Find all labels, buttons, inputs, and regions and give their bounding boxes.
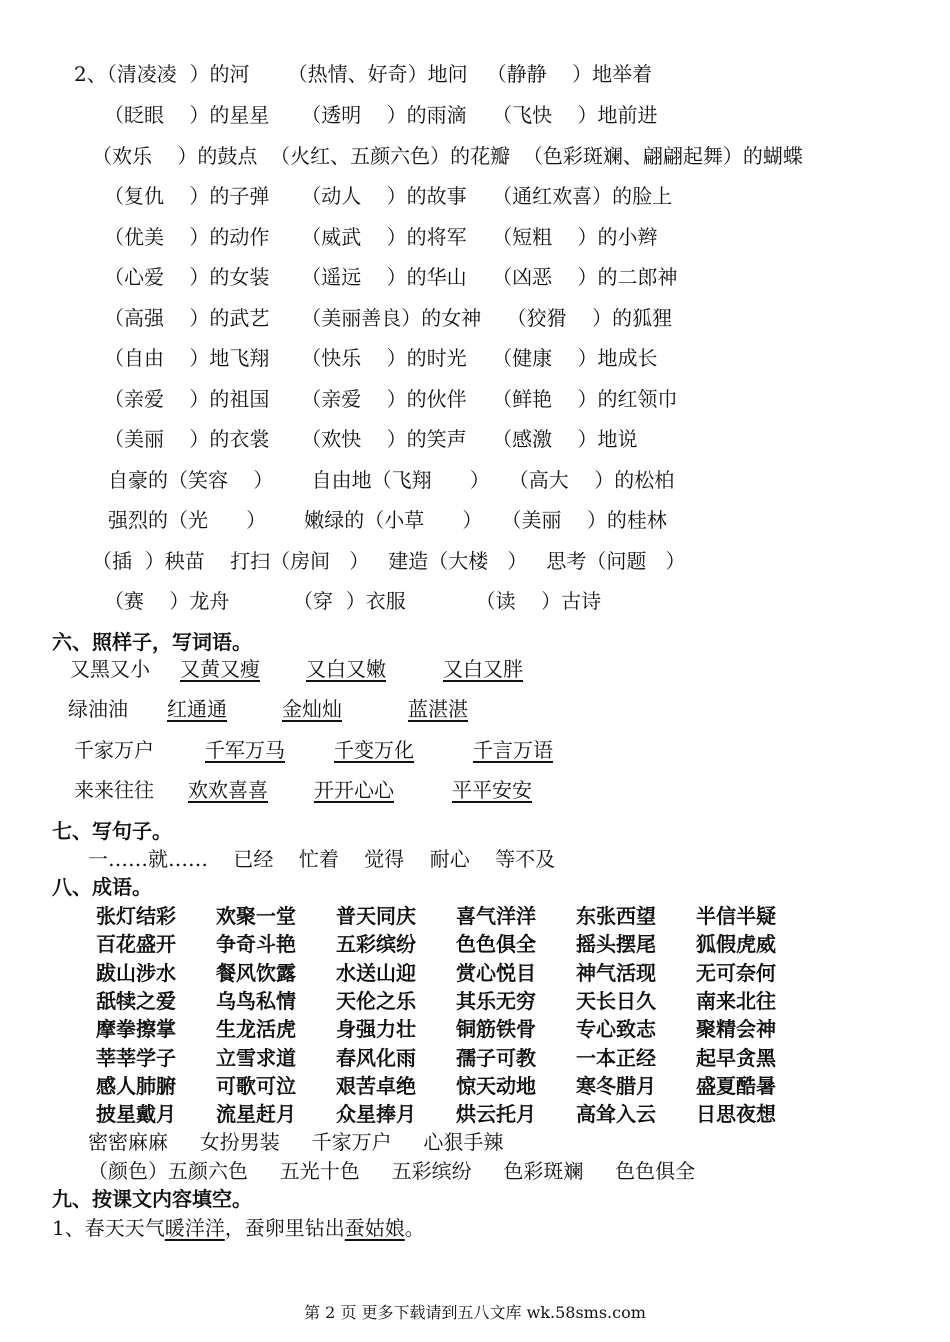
idiom-item: 乌鸟私情 [216, 988, 296, 1013]
section-7-heading: 七、写句子。 [52, 819, 172, 843]
phrase-line-5: （优美 ）的动作 （威武 ）的将军 （短粗 ）的小辫 [104, 225, 658, 249]
sentence-words: 一……就…… 已经 忙着 觉得 耐心 等不及 [88, 847, 556, 871]
idiom-extra-line-1: 密密麻麻 女扮男装 千家万户 心狠手辣 [88, 1130, 504, 1154]
example-word: 千家万户 [74, 738, 154, 762]
idiom-item: 艰苦卓绝 [336, 1073, 416, 1098]
idiom-item: 水送山迎 [336, 960, 416, 985]
idiom-item: 欢聚一堂 [216, 904, 296, 928]
idiom-item: 张灯结彩 [96, 904, 176, 928]
idiom-item: 可歌可泣 [216, 1073, 296, 1098]
idiom-item: 春风化雨 [336, 1045, 416, 1070]
idiom-item: 孺子可教 [456, 1045, 536, 1070]
idiom-item: 舐犊之爱 [96, 988, 176, 1013]
phrase-line-7: （高强 ）的武艺 （美丽善良）的女神 （狡猾 ）的狐狸 [104, 306, 673, 330]
idiom-item: 争奇斗艳 [216, 932, 296, 957]
idiom-item: 南来北往 [696, 988, 776, 1013]
answer-word: 平平安安 [452, 778, 532, 802]
question-text: 1、春天天气 [52, 1216, 165, 1240]
phrase-line-8: （自由 ）地飞翔 （快乐 ）的时光 （健康 ）地成长 [104, 346, 658, 370]
idiom-item: 披星戴月 [96, 1102, 176, 1127]
section-8-heading: 八、成语。 [52, 875, 152, 899]
idiom-item: 寒冬腊月 [576, 1073, 656, 1098]
idiom-item: 天伦之乐 [336, 988, 416, 1013]
section-9-heading: 九、按课文内容填空。 [52, 1187, 252, 1211]
idiom-item: 半信半疑 [696, 904, 776, 928]
phrase-line-13: （插 ）秧苗 打扫（房间 ） 建造（大楼 ） 思考（问题 ） [92, 549, 686, 573]
idiom-item: 其乐无穷 [456, 988, 536, 1013]
idiom-item: 莘莘学子 [96, 1045, 176, 1070]
idiom-item: 跋山涉水 [96, 960, 176, 985]
idiom-item: 东张西望 [576, 904, 656, 928]
idiom-item: 无可奈何 [696, 960, 776, 985]
idiom-item: 餐风饮露 [216, 960, 296, 985]
phrase-line-14: （赛 ）龙舟 （穿 ）衣服 （读 ）古诗 [104, 589, 602, 613]
idiom-item: 流星赶月 [216, 1102, 296, 1127]
idiom-item: 摩拳擦掌 [96, 1017, 176, 1042]
filled-blank: 蚕姑娘 [344, 1216, 405, 1240]
idiom-item: 普天同庆 [336, 904, 416, 928]
idiom-item: 摇头摆尾 [576, 932, 656, 957]
answer-word: 又黄又瘦 [180, 657, 260, 681]
idiom-item: 铜筋铁骨 [456, 1017, 536, 1042]
idiom-item: 天长日久 [576, 988, 656, 1013]
example-word: 来来往往 [74, 778, 154, 802]
example-word: 又黑又小 [70, 657, 150, 681]
idiom-item: 百花盛开 [96, 932, 176, 957]
section-6-heading: 六、照样子，写词语。 [52, 630, 252, 654]
page-footer: 第 2 页 更多下载请到五八文库 wk.58sms.com [304, 1303, 646, 1322]
idiom-item: 五彩缤纷 [336, 932, 416, 957]
phrase-line-3: （欢乐 ）的鼓点 （火红、五颜六色）的花瓣 （色彩斑斓、翩翩起舞）的蝴蝶 [92, 144, 803, 168]
phrase-line-11: 自豪的（笑容 ） 自由地（飞翔 ） （高大 ）的松柏 [108, 468, 675, 492]
answer-word: 金灿灿 [282, 697, 342, 721]
phrase-line-10: （美丽 ）的衣裳 （欢快 ）的笑声 （感激 ）地说 [104, 427, 638, 451]
phrase-line-6: （心爱 ）的女装 （遥远 ）的华山 （凶恶 ）的二郎神 [104, 265, 678, 289]
answer-word: 又白又胖 [443, 657, 523, 681]
phrase-line-9: （亲爱 ）的祖国 （亲爱 ）的伙伴 （鲜艳 ）的红领巾 [104, 387, 678, 411]
answer-word: 千变万化 [334, 738, 414, 762]
idiom-item: 感人肺腑 [96, 1073, 176, 1098]
idiom-item: 高耸入云 [576, 1102, 656, 1127]
idiom-item: 喜气洋洋 [456, 904, 536, 928]
idiom-item: 生龙活虎 [216, 1017, 296, 1042]
idiom-item: 立雪求道 [216, 1045, 296, 1070]
phrase-line-1: 2、（清凌凌 ）的河 （热情、好奇）地问 （静静 ）地举着 [74, 62, 653, 86]
answer-word: 蓝湛湛 [408, 697, 468, 721]
idiom-item: 聚精会神 [696, 1017, 776, 1042]
idiom-item: 起早贪黑 [696, 1045, 776, 1070]
answer-word: 红通通 [167, 697, 227, 721]
question-text: ，蚕卵里钻出 [224, 1216, 345, 1240]
filled-blank: 暖洋洋 [164, 1216, 225, 1240]
example-word: 绿油油 [68, 697, 128, 721]
phrase-line-12: 强烈的（光 ） 嫩绿的（小草 ） （美丽 ）的桂林 [108, 508, 667, 532]
phrase-line-2: （眨眼 ）的星星 （透明 ）的雨滴 （飞快 ）地前进 [104, 103, 658, 127]
idiom-item: 一本正经 [576, 1045, 656, 1070]
idiom-item: 众星捧月 [336, 1102, 416, 1127]
idiom-item: 日思夜想 [696, 1102, 776, 1127]
idiom-item: 狐假虎威 [696, 932, 776, 957]
idiom-extra-line-2: （颜色）五颜六色 五光十色 五彩缤纷 色彩斑斓 色色俱全 [88, 1159, 696, 1183]
answer-word: 又白又嫩 [306, 657, 386, 681]
idiom-item: 赏心悦目 [456, 960, 536, 985]
idiom-item: 身强力壮 [336, 1017, 416, 1042]
answer-word: 千言万语 [473, 738, 553, 762]
answer-word: 开开心心 [314, 778, 394, 802]
idiom-item: 神气活现 [576, 960, 656, 985]
idiom-item: 色色俱全 [456, 932, 536, 957]
idiom-item: 惊天动地 [456, 1073, 536, 1098]
question-text: 。 [404, 1216, 425, 1240]
answer-word: 千军万马 [205, 738, 285, 762]
idiom-item: 烘云托月 [456, 1102, 536, 1127]
phrase-line-4: （复仇 ）的子弹 （动人 ）的故事 （通红欢喜）的脸上 [104, 184, 673, 208]
answer-word: 欢欢喜喜 [188, 778, 268, 802]
idiom-item: 盛夏酷暑 [696, 1073, 776, 1098]
idiom-item: 专心致志 [576, 1017, 656, 1042]
fill-question-1 [52, 1215, 425, 1241]
